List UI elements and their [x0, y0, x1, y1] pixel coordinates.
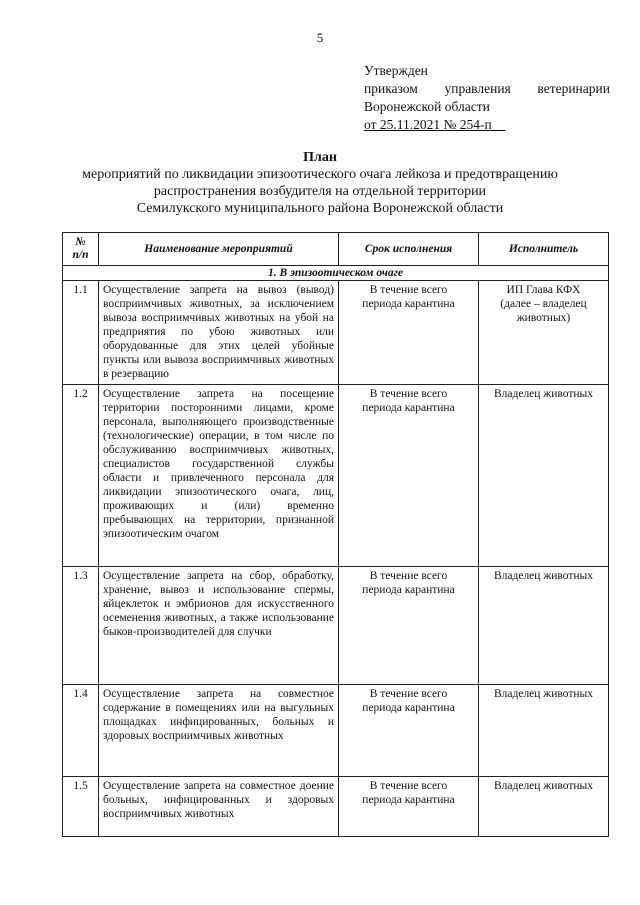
- exec-line: Владелец животных: [493, 570, 594, 582]
- exec-line: (далее – владелец: [500, 298, 587, 310]
- header-executor: Исполнитель: [479, 233, 609, 266]
- approval-word: ветеринарии: [537, 81, 610, 96]
- approval-word: приказом: [364, 81, 418, 96]
- plan-table: [62, 232, 609, 837]
- term-line: периода карантина: [362, 702, 455, 714]
- term-line: В течение всего: [369, 284, 448, 296]
- document-title: [0, 149, 640, 217]
- header-num-line: №: [75, 236, 86, 248]
- approval-line-2: [364, 80, 610, 98]
- row-num: 1.1: [63, 281, 99, 385]
- table-row: [63, 777, 609, 837]
- section-row: [63, 266, 609, 281]
- approval-line-3: Воронежской области: [364, 99, 490, 114]
- row-name: Осуществление запрета на сбор, обработку, хранение, вывоз и использование спермы, яйцеклеток и эмбрионов для искусственного осеменения животных, а также использование быков-производителей для случки: [99, 567, 339, 685]
- approval-word: управления: [444, 81, 511, 96]
- table-header-row: [63, 233, 609, 266]
- title-line: распространения возбудителя на отдельной территории: [153, 184, 487, 199]
- row-term: [339, 685, 479, 777]
- title-line: мероприятий по ликвидации эпизоотического очага лейкоза и предотвращению: [82, 167, 558, 182]
- term-line: периода карантина: [362, 298, 455, 310]
- exec-line: ИП Глава КФХ: [506, 284, 581, 296]
- row-name: Осуществление запрета на вывоз (вывод) восприимчивых животных, за исключением вывоза восприимчивых животных на убой на предприятия по убою животных или оборудованные для этих целей убойные пункты или вывоза восприимчивых животных в резервацию: [99, 281, 339, 385]
- table-row: [63, 685, 609, 777]
- term-line: В течение всего: [369, 780, 448, 792]
- header-term: Срок исполнения: [339, 233, 479, 266]
- section-title: 1. В эпизоотическом очаге: [63, 266, 609, 281]
- term-line: периода карантина: [362, 402, 455, 414]
- table-row: [63, 281, 609, 385]
- approval-order-line: от 25.11.2021 № 254-п__: [364, 117, 506, 132]
- row-term: [339, 385, 479, 567]
- term-line: В течение всего: [369, 388, 448, 400]
- row-num: 1.2: [63, 385, 99, 567]
- table-row: [63, 385, 609, 567]
- row-term: [339, 777, 479, 837]
- row-executor: [479, 385, 609, 567]
- row-executor: [479, 567, 609, 685]
- row-num: 1.5: [63, 777, 99, 837]
- row-executor: [479, 281, 609, 385]
- header-num: [63, 233, 99, 266]
- term-line: В течение всего: [369, 570, 448, 582]
- exec-line: Владелец животных: [493, 780, 594, 792]
- row-name: Осуществление запрета на совместное содержание в помещениях или на выгульных площадках инфицированных, больных и здоровых восприимчивых животных: [99, 685, 339, 777]
- exec-line: Владелец животных: [493, 388, 594, 400]
- row-name: Осуществление запрета на совместное доение больных, инфицированных и здоровых восприимчивых животных: [99, 777, 339, 837]
- table-row: [63, 567, 609, 685]
- title-heading: План: [303, 150, 337, 165]
- title-line: Семилукского муниципального района Воронежской области: [136, 201, 504, 216]
- approval-block: [364, 62, 610, 134]
- row-num: 1.3: [63, 567, 99, 685]
- header-num-line: п/п: [72, 249, 89, 261]
- row-term: [339, 281, 479, 385]
- page-number: 5: [316, 30, 324, 45]
- row-term: [339, 567, 479, 685]
- row-executor: [479, 685, 609, 777]
- row-name: Осуществление запрета на посещение территории посторонними лицами, кроме персонала, выполняющего производственные (технологические) операции, в том числе по обслуживанию восприимчивых животных, специалистов государственной службы области и привлеченного персонала для ликвидации эпизоотического очага, лиц, проживающих и (или) временно пребывающих на территории, признанной эпизоотическим очагом: [99, 385, 339, 567]
- row-num: 1.4: [63, 685, 99, 777]
- exec-line: Владелец животных: [493, 688, 594, 700]
- approval-line-1: Утвержден: [364, 63, 428, 78]
- exec-line: животных): [516, 312, 571, 324]
- term-line: периода карантина: [362, 794, 455, 806]
- row-executor: [479, 777, 609, 837]
- term-line: периода карантина: [362, 584, 455, 596]
- header-name: Наименование мероприятий: [99, 233, 339, 266]
- term-line: В течение всего: [369, 688, 448, 700]
